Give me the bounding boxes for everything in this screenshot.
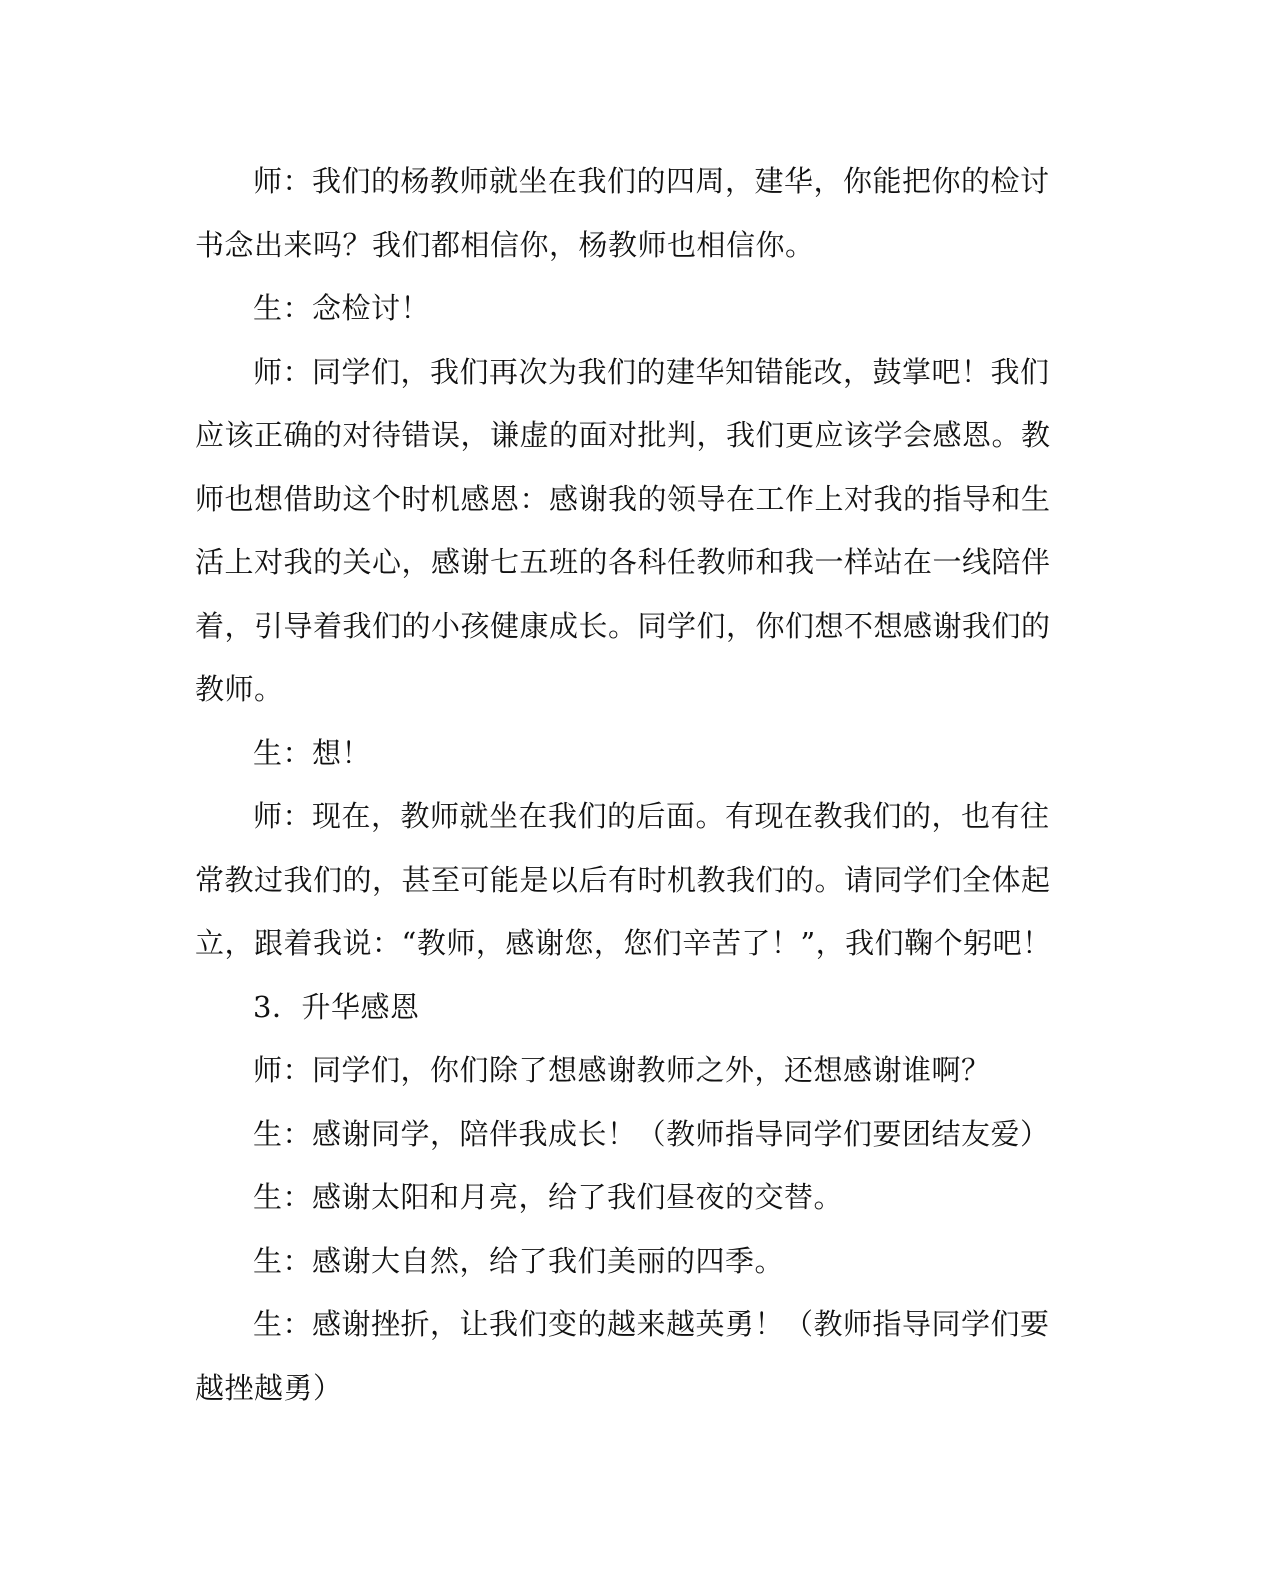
paragraph: 生：感谢太阳和月亮，给了我们昼夜的交替。 (253, 1180, 844, 1214)
paragraph: 生：感谢同学，陪伴我成长！（教师指导同学们要团结友爱） (253, 1116, 1050, 1151)
paragraph: 生：想！ (253, 735, 372, 770)
document-body (195, 150, 1055, 1420)
paragraph: 生：念检讨！ (253, 291, 431, 325)
paragraph: 师：现在，教师就坐在我们的后面。有现在教我们的，也有往常教过我们的，甚至可能是以后有时机教我们的。请同学们全体起立，跟着我说：“教师，感谢您，您们辛苦了！”，我们鞠个躬吧！ (195, 799, 1052, 960)
paragraph: 师：同学们，我们再次为我们的建华知错能改，鼓掌吧！我们应该正确的对待错误，谦虚的面对批判，我们更应该学会感恩。教师也想借助这个时机感恩：感谢我的领导在工作上对我的指导和生活上对我的关心，感谢七五班的各科任教师和我一样站在一线陪伴着，引导着我们的小孩健康成长。同学们，你们想不想感谢我们的教师。 (195, 354, 1051, 706)
section-heading: 3．升华感恩 (253, 989, 420, 1024)
paragraph: 师：我们的杨教师就坐在我们的四周，建华，你能把你的检讨书念出来吗？我们都相信你，杨教师也相信你。 (195, 164, 1050, 262)
paragraph: 师：同学们，你们除了想感谢教师之外，还想感谢谁啊？ (253, 1053, 991, 1087)
paragraph: 生：感谢挫折，让我们变的越来越英勇！（教师指导同学们要越挫越勇） (195, 1307, 1050, 1405)
paragraph: 生：感谢大自然，给了我们美丽的四季。 (253, 1243, 785, 1278)
